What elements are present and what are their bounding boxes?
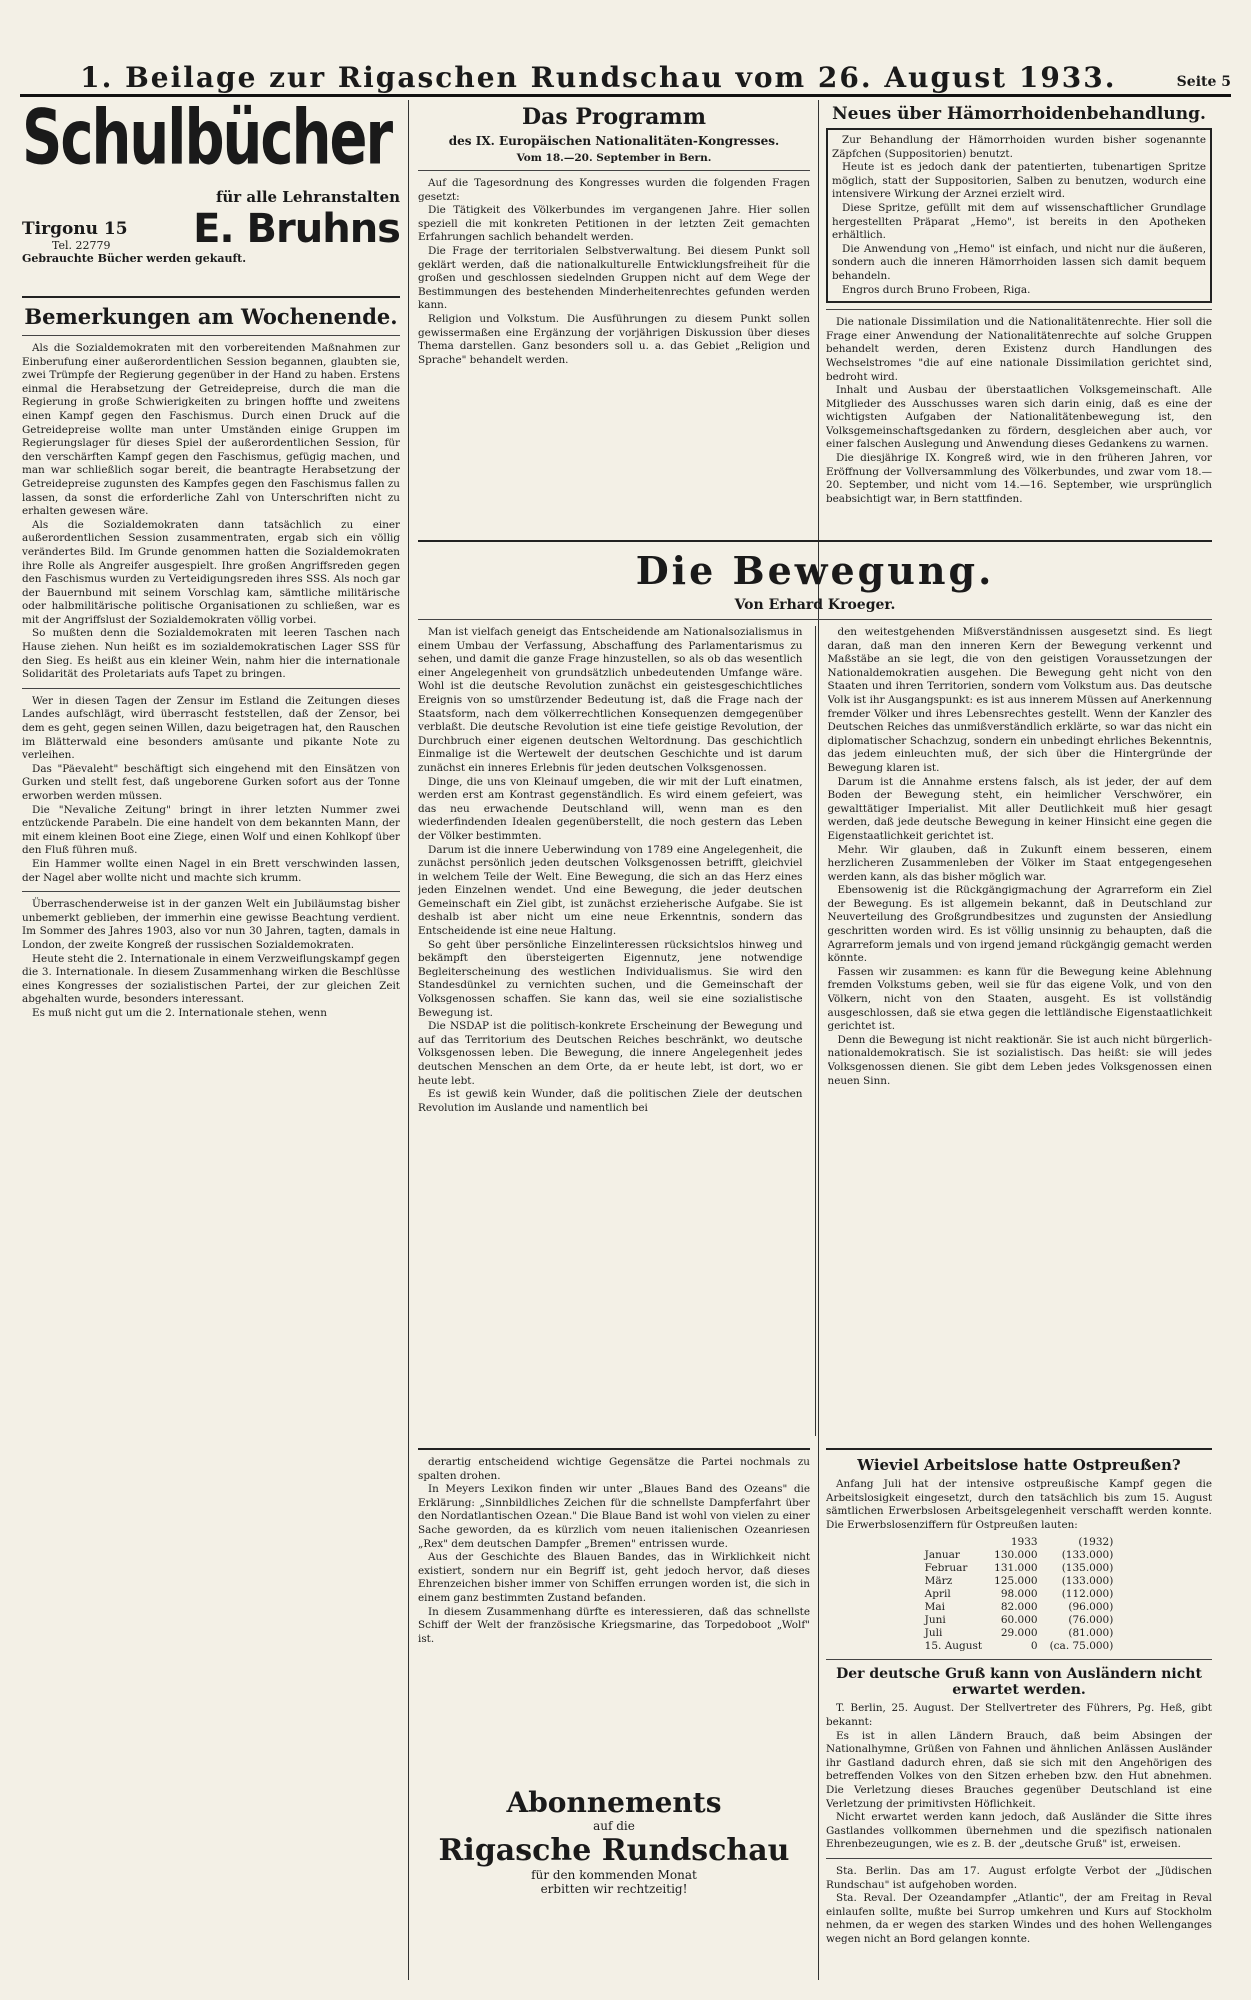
program-subhead: des IX. Europäischen Nationalitäten-Kongresses.	[448, 134, 780, 148]
paragraph: Es muß nicht gut um die 2. Internationale stehen, wenn	[32, 1006, 327, 1019]
table-row: Mai 82.000 (96.000)	[924, 1601, 1114, 1614]
paragraph: Wer in diesen Tagen der Zensur im Estland die Zeitungen dieses Landes aufschlägt, wird überrascht feststellen, daß der Zensor, bei dem es geht, gegen seinen Willen, dazu beigetragen hat, den Rauschen im Blätterwald eine besonders amüsante und pikante Note zu verleihen.	[22, 694, 400, 762]
subscription-line2: für den kommenden Monat	[531, 1868, 697, 1882]
ad-note: Gebrauchte Bücher werden gekauft.	[22, 252, 247, 265]
paragraph: Das "Päevaleht" beschäftigt sich eingehend mit den Einsätzen von Gurken und stellt fest, daß ungeborene Gurken sofort aus der Tonne erworben werden müssen.	[22, 762, 400, 802]
paragraph: Aus der Geschichte des Blauen Bandes, das in Wirklichkeit nicht existiert, sondern nur ein Begriff ist, geht jedoch hervor, daß dieses Ehrenzeichen bisher immer von Schiffen errungen worden ist, die sich in einem ganz bestimmten Zustand befanden.	[418, 1551, 810, 1604]
column-right-top	[826, 100, 1212, 540]
paragraph: In diesem Zusammenhang dürfte es interessieren, daß das schnellste Schiff der Welt der französische Kriegsmarine, das Torpedoboot „Wolf" ist.	[418, 1605, 810, 1645]
paragraph: Fassen wir zusammen: es kann für die Bewegung keine Ablehnung fremden Volkstums geben, weil sie für das eigene Volk, und von den Völkern, nicht von den Staaten, ausgeht. Es ist vollständig ausgeschlossen, daß sie etwa gegen die lettländische Eigenstaatlichkeit gerichtet ist.	[827, 965, 1212, 1033]
unemployment-table	[919, 1536, 1120, 1653]
table-row: Juli 29.000 (81.000)	[924, 1627, 1114, 1640]
feature-column-right	[828, 626, 1213, 1436]
masthead	[20, 60, 1231, 97]
ad-subtitle: für alle Lehranstalten	[215, 188, 400, 206]
unemployment-intro: Anfang Juli hat der intensive ostpreußische Kampf gegen die Arbeitslosigkeit eingesetzt, durch den tatsächlich bis zum 15. August sämtlichen Erwerbslosen Arbeitsgelegenheit verschafft werden konnte. Die Erwerbslosenziffern für Ostpreußen lauten:	[826, 1478, 1212, 1531]
paragraph: Man ist vielfach geneigt das Entscheidende am Nationalsozialismus in einem Umbau der Verfassung, Abschaffung des Parlamentarismus zu sehen, und damit die ganze Frage hinzustellen, so als ob das wesentlich einer Angelegenheit von grundsätzlich unbedeutenden Umfange wäre. Wohl ist die deutsche Revolution zunächst ein geistesgeschichtliches Ereignis von so umstürzender Bedeutung ist, daß die Frage nach der Staatsform, nach dem völkerrechtlichen Konsequenzen demgegenüber verblaßt. Die deutsche Revolution ist eine tiefe geistige Revolution, der Durchbruch einer eigenen deutschen Weltordnung. Das geschichtlich Einmalige ist die Wertewelt der deutschen Geschichte und ist darum zunächst ein inneres Erlebnis für jeden deutschen Volksgenossen.	[418, 626, 803, 774]
table-row: Juni 60.000 (76.000)	[924, 1614, 1114, 1627]
column-left	[22, 100, 400, 1990]
ad-address: Tirgonu 15	[22, 219, 128, 239]
table-row: Januar 130.000 (133.000)	[924, 1549, 1114, 1562]
article-body	[22, 342, 400, 1021]
paragraph: Denn die Bewegung ist nicht reaktionär. Sie ist auch nicht bürgerlich-nationaldemokratisch. Sie ist sozialistisch. Das heißt: sie will jedes Volksgenossen dienen. Sie gibt dem Leben jedes Volksgenossen einen neuen Sinn.	[827, 1033, 1212, 1087]
article-headline: Bemerkungen am Wochenende.	[24, 304, 398, 329]
paragraph: Als die Sozialdemokraten mit den vorbereitenden Maßnahmen zur Einberufung einer außerordentlichen Session begannen, glaubten sie, zwei Trümpfe der Regierung gegenüber in der Hand zu haben. Erstens einmal die Herabsetzung der Getreidepreise, durch die man die Regierung in große Schwierigkeiten zu bringen hoffte und zweitens einen Kampf gegen den Faschismus. Durch einen Druck auf die Getreidepreise wollte man unter Umständen einige Gruppen im Regierungslager für dieses Spiel der außerordentlichen Session, für den verschärften Kampf gegen den Faschismus, gefügig machen, und man war schließlich sogar bereit, die beantragte Herabsetzung der Getreidepreise zugunsten des Kampfes gegen den Faschismus fallen zu lassen, da sonst die erforderliche Zahl von Unterschriften nicht zu erhalten gewesen wäre.	[22, 342, 400, 518]
subscription-ad	[418, 1786, 810, 1896]
paragraph: den weitestgehenden Mißverständnissen ausgesetzt sind. Es liegt daran, daß man den inneren Kern der Bewegung verkennt und Maßstäbe an sie legt, die von den geistigen Voraussetzungen der Nationaldemokratien ausgehen. Die Bewegung geht nicht von den Staaten und ihren Territorien, sondern vom Volkstum aus. Das deutsche Volk ist ihr Ausgangspunkt: es ist aus innerem Müssen auf Anerkennung fremder Völker und ihres Lebensrechtes gestellt. Wenn der Kanzler des Deutschen Reiches das unmißverständlich erklärte, so war das nicht ein diplomatischer Schachzug, sondern ein unbedingt ehrliches Bekenntnis, das jedem einleuchten muß, der sich über die Hintergründe der Bewegung klaren ist.	[827, 626, 1212, 774]
paragraph: Es ist in allen Ländern Brauch, daß beim Absingen der Nationalhymne, Grüßen von Fahnen und ähnlichen Anlässen Ausländer ihr Gastland dadurch ehren, daß sie sich mit den Angehörigen des betreffenden Volkes von den Sitzen erheben bzw. den Hut abnehmen. Die Verletzung dieses Brauches gegenüber Deutschland ist eine Verletzung der primitivsten Höflichkeit.	[826, 1729, 1212, 1810]
paragraph: Mehr. Wir glauben, daß in Zukunft einem besseren, einem herzlicheren Zusammenleben der Völker im Staat entgegengesehen werden kann, als das bisher möglich war.	[827, 843, 1212, 883]
paragraph: Zur Behandlung der Hämorrhoiden wurden bisher sogenannte Zäpfchen (Suppositorien) benutzt.	[832, 134, 1206, 160]
paragraph: Auf die Tagesordnung des Kongresses wurden die folgenden Fragen gesetzt:	[418, 177, 810, 203]
subscription-line1: auf die	[593, 1819, 635, 1833]
table-row: April 98.000 (112.000)	[924, 1588, 1114, 1601]
page-number: Seite 5	[1176, 74, 1231, 90]
table-header-cell: (1932)	[1078, 1536, 1114, 1549]
paragraph: Die Anwendung von „Hemo" ist einfach, und nicht nur die äußeren, sondern auch die inneren Hämorrhoiden lassen sich damit bequem behandeln.	[832, 242, 1206, 282]
feature-article	[418, 540, 1212, 1444]
table-row: 15. August 0 (ca. 75.000)	[924, 1640, 1114, 1653]
column-middle-top	[418, 100, 810, 540]
program-dateline: Vom 18.—20. September in Bern.	[516, 152, 712, 164]
feature-column-left	[418, 626, 803, 1436]
hemorrhoid-ad	[826, 128, 1212, 303]
paragraph: Heute ist es jedoch dank der patentierten, tubenartigen Spritze möglich, statt der Suppositorien, Salben zu benutzen, wodurch eine intensivere Wirkung der Arznei erzielt wird.	[832, 161, 1206, 201]
subscription-paper: Rigasche Rundschau	[438, 1833, 790, 1868]
subscription-line3: erbitten wir rechtzeitig!	[540, 1882, 688, 1896]
paragraph: So mußten denn die Sozialdemokraten mit leeren Taschen nach Hause ziehen. Nun heißt es im sozialdemokratischen Lager SSS für den Sieg. Es heißt aus ein kleiner Wein, nahm hier die internationale Solidarität des Proletariats aufs Tapet zu bringen.	[22, 627, 400, 681]
paragraph: Heute steht die 2. Internationale in einem Verzweiflungskampf gegen die 3. Internationale. In diesem Zusammenhang wirken die Beschlüsse eines Kongresses der sozialistischen Partei, der zur gleichen Zeit abgehalten wurde, besonders interessant.	[22, 952, 400, 1006]
program-headline: Das Programm	[522, 104, 706, 130]
paragraph: Ebensowenig ist die Rückgängigmachung der Agrarreform ein Ziel der Bewegung. Es ist allgemein bekannt, daß in Deutschland zur Neuverteilung des Großgrundbesitzes und zugunsten der Ansiedlung geschritten worden wird. Es ist völlig unsinnig zu behaupten, daß die Agrarreform jemals und von irgend jemand rückgängig gemacht werden könnte.	[827, 884, 1212, 965]
table-header-cell: 1933	[1010, 1536, 1038, 1549]
subscription-title: Abonnements	[506, 1786, 722, 1819]
ad-tel: Tel. 22779	[52, 239, 111, 252]
paragraph: Inhalt und Ausbau der überstaatlichen Volksgemeinschaft. Alle Mitglieder des Ausschusses waren sich darin einig, daß es eine der wichtigsten Aufgaben der Nationalitätenbewegung ist, den Volksgemeinschaftsgedanken zu fördern, desgleichen aber auch, vor einer falschen Auslegung und Anwendung dieses Gedankens zu warnen.	[826, 384, 1212, 451]
paragraph: Diese Spritze, gefüllt mit dem auf wissenschaftlicher Grundlage hergestellten Präparat „Hemo", ist bereits in den Apotheken erhältlich.	[832, 201, 1206, 242]
paragraph: Als die Sozialdemokraten dann tatsächlich zu einer außerordentlichen Session zusammentraten, ergab sich ein völlig verändertes Bild. Im Grunde genommen hatten die Sozialdemokraten ihre Rolle als Angreifer ausgespielt. Ihre großen Angriffsreden gegen den Faschismus wurden zu Verteidigungsreden ihres SSS. Als noch gar der Bauernbund mit seinem Vorschlag kam, sämtliche militärische oder halbmilitärische politische Organisationen zu schließen, war es mit der Angriffslust der Sozialdemokraten völlig vorbei.	[22, 518, 400, 626]
paragraph: Die Tätigkeit des Völkerbundes im vergangenen Jahre. Hier sollen speziell die mit konkreten Petitionen in der letzten Zeit gemachten Erfahrungen sachlich behandelt werden.	[418, 204, 810, 244]
paragraph: Dinge, die uns von Kleinauf umgeben, die wir mit der Luft einatmen, werden erst am Kontrast gegenständlich. Es wird einem gefeiert, was das neu erwachende Deutschland will, wenn man es den wiederfindenden Idealen gegenüberstellt, die noch gestern das Leben der Völker bestimmten.	[418, 775, 803, 842]
feature-byline: Von Erhard Kroeger.	[734, 597, 896, 613]
paragraph: Die "Nevaliche Zeitung" bringt in ihrer letzten Nummer zwei entzückende Parabeln. Die eine handelt von dem bekannten Mann, der mit einem kleinen Boot eine Ziege, einen Wolf und einen Kohlkopf über den Fluß führen muß.	[22, 803, 400, 857]
table-header-row	[919, 1536, 1120, 1549]
paragraph: derartig entscheidend wichtige Gegensätze die Partei nochmals zu spalten drohen.	[418, 1456, 810, 1482]
paragraph: Es ist gewiß kein Wunder, daß die politischen Ziele der deutschen Revolution im Auslande und namentlich bei	[418, 1088, 803, 1114]
paragraph: Die nationale Dissimilation und die Nationalitätenrechte. Hier soll die Frage einer Anwendung der Nationalitätenrechte auf solche Gruppen behandelt werden, deren Existenz durch Handlungen des Wechselstromes "die auf eine nationale Dissimilation gerichtet sind, bedroht wird.	[826, 316, 1212, 383]
paragraph: Die Frage der territorialen Selbstverwaltung. Bei diesem Punkt soll geklärt werden, daß die nationalkulturelle Entwicklungsfreiheit für die großen und geschlossen siedelnden Gruppen nicht auf dem Wege der Bestimmungen des bestehenden Minderheitenrechtes gefunden werden kann.	[418, 244, 810, 312]
table-row: Februar 131.000 (135.000)	[924, 1562, 1114, 1575]
ad-brand: E. Bruhns	[193, 206, 400, 252]
paragraph: So geht über persönliche Einzelinteressen rücksichtslos hinweg und bekämpft den übersteigerten Eigennutz, jene notwendige Begleiterscheinung des westlichen Individualismus. Sie wird den Standesdünkel zu vernichten suchen, und die Gemeinschaft der Volksgenossen schaffen. Sie kann das, weil sie eine sozialistische Bewegung ist.	[418, 938, 803, 1019]
column-divider	[408, 100, 409, 1980]
paragraph: Nicht erwartet werden kann jedoch, daß Ausländer die Sitte ihres Gastlandes vollkommen übernehmen und die spezifisch nationalen Ehrenbezeugungen, wie es z. B. der „deutsche Gruß" ist, erweisen.	[826, 1811, 1212, 1851]
masthead-title: 1. Beilage zur Rigaschen Rundschau vom 26. August 1933.	[80, 61, 1117, 94]
advertisement-books	[22, 100, 400, 290]
ad-title: Schulbücher	[22, 100, 392, 183]
paragraph: Religion und Volkstum. Die Ausführungen zu diesem Punkt sollen gewissermaßen eine Ergänzung der vorjährigen Diskussion über dieses Thema darstellen. Ganz besonders soll u. a. das Gebiet „Religion und Sprache" behandelt werden.	[418, 312, 810, 366]
feature-headline: Die Bewegung.	[635, 548, 995, 593]
unemployment-headline: Wieviel Arbeitslose hatte Ostpreußen?	[857, 1456, 1181, 1474]
table-row: März 125.000 (133.000)	[924, 1575, 1114, 1588]
column-right-bottom	[826, 1448, 1212, 1980]
paragraph: Sta. Berlin. Das am 17. August erfolgte Verbot der „Jüdischen Rundschau" ist aufgehoben worden.	[826, 1864, 1212, 1891]
paragraph: Überraschenderweise ist in der ganzen Welt ein Jubiläumstag bisher unbemerkt geblieben, der immerhin eine gewisse Beachtung verdient. Im Sommer des Jahres 1903, also vor nun 30 Jahren, tagten, damals in London, der zweite Kongreß der russischen Sozialdemokraten.	[22, 898, 400, 951]
paragraph: Ein Hammer wollte einen Nagel in ein Brett verschwinden lassen, der Nagel aber wollte nicht und machte sich krumm.	[22, 857, 400, 884]
paragraph: Darum ist die Annahme erstens falsch, als ist jeder, der auf dem Boden der Bewegung steht, ein heimlicher Verschwörer, ein gewalttätiger Imperialist. Mit aller Deutlichkeit muß hier gesagt werden, daß jede deutsche Bewegung in keiner Hinsicht eine gegen die Eigenstaatlichkeit gerichtet ist.	[827, 775, 1212, 842]
paragraph: T. Berlin, 25. August. Der Stellvertreter des Führers, Pg. Heß, gibt bekannt:	[826, 1702, 1212, 1728]
paragraph: In Meyers Lexikon finden wir unter „Blaues Band des Ozeans" die Erklärung: „Sinnbildliches Zeichen für die schnellste Dampferfahrt über den Nordatlantischen Ozean." Die Blaue Band ist wohl von vielen zu einer Sache geworden, da es kürzlich vom neuen italienischen Ozeanriesen „Rex" dem deutschen Dampfer „Bremen" entrissen wurde.	[418, 1483, 810, 1550]
paragraph: Engros durch Bruno Frobeen, Riga.	[842, 283, 1031, 296]
paragraph: Darum ist die innere Ueberwindung von 1789 eine Angelegenheit, die zunächst persönlich jeden deutschen Volksgenossen betrifft, gleichviel in welchem Teile der Welt. Eine Bewegung, die sich an das Herz eines jeden Einzelnen wendet. Und eine Bewegung, die jeder deutschen Gemeinschaft ein Ziel gibt, ist zunächst erzieherische Aufgabe. Sie ist deshalb ist aber nicht um eine neue Erkenntnis, sondern das Entscheidende ist eine neue Haltung.	[418, 843, 803, 938]
hemorrhoid-headline: Neues über Hämorrhoidenbehandlung.	[832, 104, 1206, 124]
paragraph: Sta. Reval. Der Ozeandampfer „Atlantic", der am Freitag in Reval einlaufen sollte, mußte bei Surrop umkehren und Kurs auf Stockholm nehmen, da er wegen des starken Windes und des hohen Wellenganges wegen nicht an Bord gelangen konnte.	[826, 1892, 1212, 1945]
paragraph: Die diesjährige IX. Kongreß wird, wie in den früheren Jahren, vor Eröffnung der Vollversammlung des Völkerbundes, und zwar vom 18.—20. September, und nicht vom 14.—16. September, wie ursprünglich beabsichtigt war, in Bern stattfinden.	[826, 452, 1212, 505]
paragraph: Die NSDAP ist die politisch-konkrete Erscheinung der Bewegung und auf das Territorium des Deutschen Reiches beschränkt, wo deutsche Volksgenossen leben. Die Bewegung, die innere Angelegenheit jedes deutschen Menschen an dem Orte, da er heute lebt, ist dort, wo er heute lebt.	[418, 1020, 803, 1087]
column-middle-bottom	[418, 1448, 810, 1980]
greeting-headline: Der deutsche Gruß kann von Ausländern nicht erwartet werden.	[836, 1666, 1202, 1699]
